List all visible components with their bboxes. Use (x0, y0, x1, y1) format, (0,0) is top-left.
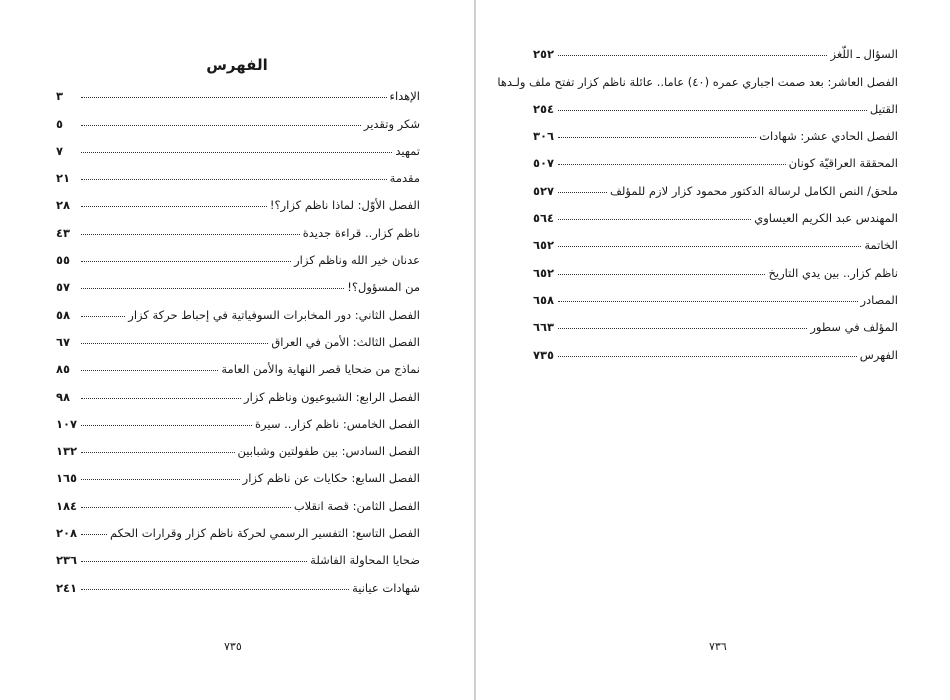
toc-entry-label: الفصل الثاني: دور المخابرات السوفياتية في إحباط حركة كزار (128, 307, 420, 322)
toc-entry-page: ٢٥٤ (533, 101, 555, 116)
toc-entry-label: نماذج من ضحايا قصر النهاية والأمن العامة (221, 362, 420, 377)
dot-leader (81, 507, 291, 508)
toc-entry-label: الخاتمة (864, 238, 898, 253)
toc-entry-page: ٦٥٢ (533, 238, 555, 253)
dot-leader (81, 125, 361, 126)
toc-entry (533, 252, 898, 279)
dot-leader (558, 110, 867, 111)
dot-leader (81, 589, 349, 590)
toc-entry-page: ٢١ (56, 171, 71, 186)
toc-entry-page: ٤٣ (56, 225, 71, 240)
dot-leader (558, 274, 765, 275)
toc-entry-label: الفصل الحادي عشر: شهادات (759, 129, 898, 144)
toc-entry-page: ١٠٧ (56, 416, 78, 431)
toc-entry-page: ٥٢٧ (533, 183, 555, 198)
toc-list-right (497, 34, 898, 362)
toc-entry-page: ٥٥ (56, 253, 71, 268)
toc-entry (56, 540, 420, 567)
page-number-left: ٧٣٥ (224, 640, 242, 653)
dot-leader (81, 452, 235, 453)
dot-leader (81, 343, 268, 344)
toc-entry (56, 322, 420, 349)
dot-leader (81, 370, 218, 371)
toc-entry-page: ٦٥٨ (533, 292, 555, 307)
toc-entry-label: الفهرس (859, 347, 898, 362)
toc-entry-label: الفصل السابع: حكايات عن ناظم كزار (242, 471, 420, 486)
toc-entry-page: ٥٦٤ (533, 211, 555, 226)
toc-entry-page: ٣٠٦ (533, 129, 555, 144)
toc-entry (533, 225, 898, 252)
toc-entry (56, 76, 420, 103)
toc-entry-page: ٥٨ (56, 307, 71, 322)
toc-entry-page: ٦٦٣ (533, 320, 555, 335)
left-page (0, 0, 474, 700)
toc-entry (497, 61, 898, 89)
toc-entry-page: ٨٥ (56, 362, 71, 377)
toc-title: الفهرس (206, 56, 268, 74)
toc-entry-page: ٧٣٥ (533, 347, 555, 362)
dot-leader (81, 179, 387, 180)
toc-entry (56, 103, 420, 130)
toc-entry (533, 198, 898, 225)
toc-entry-label: الفصل الثالث: الأمن في العراق (271, 334, 420, 349)
toc-entry (56, 404, 420, 431)
toc-entry-label: ناظم كزار.. قراءة جديدة (302, 225, 420, 240)
toc-entry (533, 89, 898, 116)
page-number-right: ٧٣٦ (709, 640, 727, 653)
toc-entry-page: ٦٧ (56, 334, 71, 349)
toc-entry-page: ١٦٥ (56, 471, 78, 486)
toc-entry (56, 513, 420, 540)
dot-leader (558, 164, 786, 165)
toc-entry-label: الإهداء (389, 89, 420, 104)
toc-entry-page: ٣ (56, 89, 64, 104)
dot-leader (558, 192, 607, 193)
toc-entry-page: ٩٨ (56, 389, 71, 404)
toc-entry-page: ٦٥٢ (533, 265, 555, 280)
toc-entry-label: شكر وتقدير (363, 116, 420, 131)
toc-entry-label: ضحايا المحاولة الفاشلة (310, 553, 420, 568)
toc-entry (56, 185, 420, 212)
toc-entry-label: السؤال ـ اللّغز (830, 47, 898, 62)
toc-entry-label: المؤلف في سطور (810, 320, 898, 335)
dot-leader (558, 246, 861, 247)
toc-entry-label: عدنان خير الله وناظم كزار (294, 253, 420, 268)
dot-leader (558, 219, 751, 220)
toc-entry-label: المصادر (860, 292, 898, 307)
toc-entry (56, 294, 420, 321)
toc-entry-page: ٢٤١ (56, 580, 78, 595)
dot-leader (81, 398, 241, 399)
toc-entry-page: ٢٨ (56, 198, 71, 213)
dot-leader (81, 261, 291, 262)
toc-list-left (56, 76, 420, 595)
toc-entry (533, 307, 898, 334)
right-page (476, 0, 950, 700)
dot-leader (81, 316, 125, 317)
toc-entry (56, 431, 420, 458)
toc-entry-label: ملحق/ النص الكامل لرسالة الدكتور محمود كزار لازم للمؤلف (609, 183, 898, 198)
toc-entry (56, 240, 420, 267)
dot-leader (81, 152, 392, 153)
toc-entry-label: القتيل (869, 101, 898, 116)
dot-leader (558, 137, 756, 138)
toc-entry (56, 376, 420, 403)
toc-entry (533, 34, 898, 61)
toc-entry (533, 280, 898, 307)
dot-leader (81, 234, 300, 235)
toc-entry-label: المهندس عبد الكريم العيساوي (754, 211, 898, 226)
toc-entry (56, 567, 420, 594)
toc-entry-page: ٥ (56, 116, 64, 131)
toc-entry (533, 143, 898, 170)
toc-entry (533, 334, 898, 361)
toc-entry-page: ٢٥٢ (533, 47, 555, 62)
toc-entry-label: الفصل السادس: بين طفولتين وشبابين (237, 444, 420, 459)
dot-leader (81, 288, 344, 289)
dot-leader (558, 55, 827, 56)
dot-leader (81, 479, 240, 480)
toc-entry-page: ٧ (56, 143, 64, 158)
toc-entry-label: من المسؤول؟! (347, 280, 420, 295)
dot-leader (81, 561, 307, 562)
toc-entry-label: الفصل العاشر: بعد صمت اجباري عمره (٤٠) عاما.. عائلة ناظم كزار تفتح ملف ولـدها (497, 74, 898, 89)
toc-entry-label: المحققة العراقيّة كونان (788, 156, 898, 171)
toc-entry-label: الفصل الأوّل: لماذا ناظم كزار؟! (269, 198, 420, 213)
toc-entry-label: شهادات عيانية (352, 580, 420, 595)
toc-entry-label: تمهيد (395, 143, 420, 158)
dot-leader (81, 206, 267, 207)
toc-entry (56, 349, 420, 376)
dot-leader (81, 534, 107, 535)
toc-entry (56, 158, 420, 185)
toc-entry-label: الفصل الخامس: ناظم كزار.. سيرة (254, 416, 420, 431)
toc-entry-page: ١٨٤ (56, 498, 78, 513)
toc-entry-label: الفصل التاسع: التفسير الرسمي لحركة ناظم كزار وقرارات الحكم (109, 526, 420, 541)
toc-entry-label: مقدمة (389, 171, 420, 186)
toc-entry (533, 116, 898, 143)
toc-entry-page: ١٣٢ (56, 444, 78, 459)
toc-entry-label: الفصل الرابع: الشيوعيون وناظم كزار (244, 389, 420, 404)
toc-entry-page: ٥٧ (56, 280, 71, 295)
dot-leader (558, 356, 857, 357)
toc-entry-page: ٢٠٨ (56, 526, 78, 541)
dot-leader (558, 328, 807, 329)
dot-leader (558, 301, 858, 302)
toc-entry-page: ٢٣٦ (56, 553, 78, 568)
toc-entry (56, 458, 420, 485)
toc-entry-label: ناظم كزار.. بين يدي التاريخ (768, 265, 898, 280)
dot-leader (81, 97, 387, 98)
toc-entry (533, 170, 898, 197)
toc-entry-page: ٥٠٧ (533, 156, 555, 171)
toc-entry (56, 131, 420, 158)
toc-entry (56, 267, 420, 294)
toc-entry (56, 485, 420, 512)
toc-entry-label: الفصل الثامن: قصة انقلاب (293, 498, 420, 513)
dot-leader (81, 425, 252, 426)
toc-entry (56, 212, 420, 239)
